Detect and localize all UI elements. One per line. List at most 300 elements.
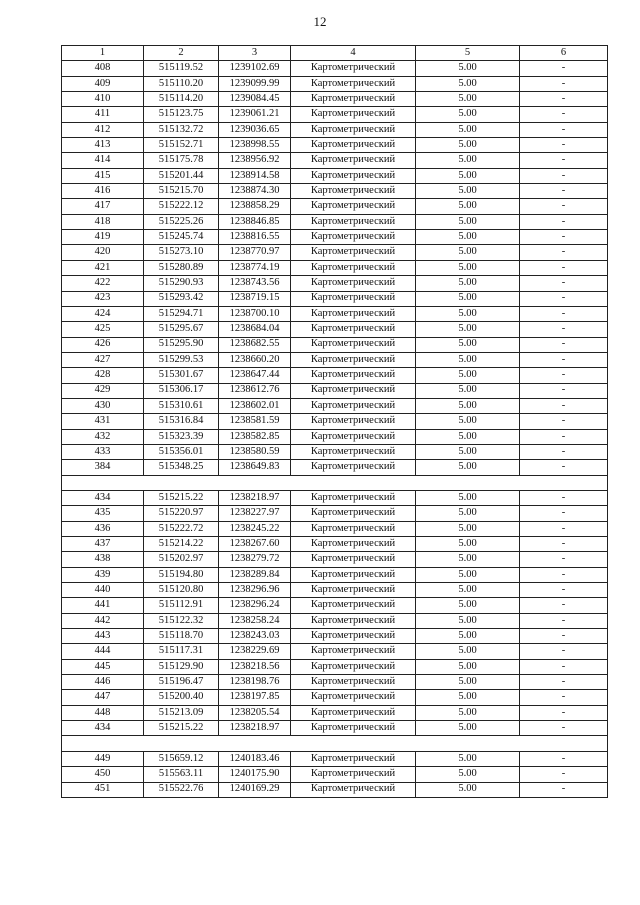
point-number-cell: 412 — [62, 122, 144, 137]
accuracy-cell: 5.00 — [416, 153, 520, 168]
accuracy-cell: 5.00 — [416, 138, 520, 153]
table-row — [62, 521, 608, 536]
x-coordinate-cell: 515118.70 — [144, 629, 219, 644]
accuracy-cell: 5.00 — [416, 306, 520, 321]
x-coordinate-cell: 515120.80 — [144, 583, 219, 598]
accuracy-cell: 5.00 — [416, 322, 520, 337]
x-coordinate-cell: 515202.97 — [144, 552, 219, 567]
x-coordinate-cell: 515522.76 — [144, 782, 219, 797]
table-row — [62, 506, 608, 521]
y-coordinate-cell: 1238647.44 — [219, 368, 291, 383]
point-number-cell: 414 — [62, 153, 144, 168]
description-cell: - — [520, 414, 608, 429]
description-cell: - — [520, 721, 608, 736]
description-cell: - — [520, 260, 608, 275]
table-row — [62, 214, 608, 229]
point-number-cell: 411 — [62, 107, 144, 122]
accuracy-cell: 5.00 — [416, 506, 520, 521]
x-coordinate-cell: 515310.61 — [144, 398, 219, 413]
x-coordinate-cell: 515225.26 — [144, 214, 219, 229]
point-number-cell: 447 — [62, 690, 144, 705]
table-row — [62, 61, 608, 76]
point-number-cell: 440 — [62, 583, 144, 598]
table-row — [62, 659, 608, 674]
description-cell: - — [520, 107, 608, 122]
x-coordinate-cell: 515114.20 — [144, 92, 219, 107]
method-cell: Картометрический — [291, 352, 416, 367]
table-row — [62, 629, 608, 644]
table-row — [62, 644, 608, 659]
description-cell: - — [520, 322, 608, 337]
method-cell: Картометрический — [291, 276, 416, 291]
x-coordinate-cell: 515201.44 — [144, 168, 219, 183]
table-row — [62, 168, 608, 183]
method-cell: Картометрический — [291, 675, 416, 690]
accuracy-cell: 5.00 — [416, 552, 520, 567]
method-cell: Картометрический — [291, 782, 416, 797]
point-number-cell: 409 — [62, 76, 144, 91]
method-cell: Картометрический — [291, 659, 416, 674]
table-row — [62, 537, 608, 552]
point-number-cell: 424 — [62, 306, 144, 321]
y-coordinate-cell: 1238774.19 — [219, 260, 291, 275]
point-number-cell: 427 — [62, 352, 144, 367]
method-cell: Картометрический — [291, 583, 416, 598]
accuracy-cell: 5.00 — [416, 107, 520, 122]
y-coordinate-cell: 1238267.60 — [219, 537, 291, 552]
y-coordinate-cell: 1239099.99 — [219, 76, 291, 91]
accuracy-cell: 5.00 — [416, 214, 520, 229]
accuracy-cell: 5.00 — [416, 383, 520, 398]
accuracy-cell: 5.00 — [416, 230, 520, 245]
accuracy-cell: 5.00 — [416, 168, 520, 183]
point-number-cell: 419 — [62, 230, 144, 245]
y-coordinate-cell: 1238279.72 — [219, 552, 291, 567]
y-coordinate-cell: 1239084.45 — [219, 92, 291, 107]
y-coordinate-cell: 1238816.55 — [219, 230, 291, 245]
point-number-cell: 423 — [62, 291, 144, 306]
point-number-cell: 413 — [62, 138, 144, 153]
description-cell: - — [520, 460, 608, 475]
x-coordinate-cell: 515280.89 — [144, 260, 219, 275]
y-coordinate-cell: 1238858.29 — [219, 199, 291, 214]
column-header: 2 — [144, 46, 219, 61]
x-coordinate-cell: 515294.71 — [144, 306, 219, 321]
x-coordinate-cell: 515323.39 — [144, 429, 219, 444]
method-cell: Картометрический — [291, 153, 416, 168]
point-number-cell: 435 — [62, 506, 144, 521]
accuracy-cell: 5.00 — [416, 613, 520, 628]
table-row — [62, 721, 608, 736]
table-row — [62, 383, 608, 398]
x-coordinate-cell: 515110.20 — [144, 76, 219, 91]
method-cell: Картометрический — [291, 598, 416, 613]
accuracy-cell: 5.00 — [416, 276, 520, 291]
point-number-cell: 438 — [62, 552, 144, 567]
method-cell: Картометрический — [291, 644, 416, 659]
point-number-cell: 434 — [62, 490, 144, 505]
y-coordinate-cell: 1238770.97 — [219, 245, 291, 260]
description-cell: - — [520, 199, 608, 214]
column-header: 3 — [219, 46, 291, 61]
x-coordinate-cell: 515659.12 — [144, 751, 219, 766]
accuracy-cell: 5.00 — [416, 245, 520, 260]
x-coordinate-cell: 515348.25 — [144, 460, 219, 475]
y-coordinate-cell: 1238874.30 — [219, 184, 291, 199]
accuracy-cell: 5.00 — [416, 675, 520, 690]
description-cell: - — [520, 782, 608, 797]
accuracy-cell: 5.00 — [416, 337, 520, 352]
description-cell: - — [520, 398, 608, 413]
x-coordinate-cell: 515563.11 — [144, 767, 219, 782]
y-coordinate-cell: 1238229.69 — [219, 644, 291, 659]
y-coordinate-cell: 1238227.97 — [219, 506, 291, 521]
table-row — [62, 675, 608, 690]
coordinates-table — [61, 45, 608, 798]
y-coordinate-cell: 1238914.58 — [219, 168, 291, 183]
description-cell: - — [520, 245, 608, 260]
table-row — [62, 260, 608, 275]
x-coordinate-cell: 515295.90 — [144, 337, 219, 352]
accuracy-cell: 5.00 — [416, 537, 520, 552]
method-cell: Картометрический — [291, 230, 416, 245]
description-cell: - — [520, 61, 608, 76]
accuracy-cell: 5.00 — [416, 751, 520, 766]
description-cell: - — [520, 230, 608, 245]
accuracy-cell: 5.00 — [416, 782, 520, 797]
point-number-cell: 441 — [62, 598, 144, 613]
method-cell: Картометрический — [291, 567, 416, 582]
x-coordinate-cell: 515132.72 — [144, 122, 219, 137]
table-row — [62, 322, 608, 337]
table-row — [62, 398, 608, 413]
table-header — [62, 46, 608, 61]
table-row — [62, 444, 608, 459]
y-coordinate-cell: 1238684.04 — [219, 322, 291, 337]
point-number-cell: 384 — [62, 460, 144, 475]
method-cell: Картометрический — [291, 721, 416, 736]
method-cell: Картометрический — [291, 306, 416, 321]
method-cell: Картометрический — [291, 260, 416, 275]
description-cell: - — [520, 598, 608, 613]
accuracy-cell: 5.00 — [416, 690, 520, 705]
table-row — [62, 690, 608, 705]
point-number-cell: 439 — [62, 567, 144, 582]
description-cell: - — [520, 168, 608, 183]
point-number-cell: 410 — [62, 92, 144, 107]
y-coordinate-cell: 1238612.76 — [219, 383, 291, 398]
description-cell: - — [520, 429, 608, 444]
separator-row — [62, 736, 608, 751]
y-coordinate-cell: 1238197.85 — [219, 690, 291, 705]
accuracy-cell: 5.00 — [416, 291, 520, 306]
description-cell: - — [520, 352, 608, 367]
column-header: 4 — [291, 46, 416, 61]
description-cell: - — [520, 444, 608, 459]
x-coordinate-cell: 515117.31 — [144, 644, 219, 659]
separator-cell — [62, 736, 608, 751]
method-cell: Картометрический — [291, 490, 416, 505]
accuracy-cell: 5.00 — [416, 567, 520, 582]
table-row — [62, 199, 608, 214]
point-number-cell: 418 — [62, 214, 144, 229]
description-cell: - — [520, 122, 608, 137]
point-number-cell: 425 — [62, 322, 144, 337]
y-coordinate-cell: 1238580.59 — [219, 444, 291, 459]
method-cell: Картометрический — [291, 506, 416, 521]
point-number-cell: 428 — [62, 368, 144, 383]
table-row — [62, 245, 608, 260]
point-number-cell: 434 — [62, 721, 144, 736]
point-number-cell: 420 — [62, 245, 144, 260]
table-row — [62, 153, 608, 168]
y-coordinate-cell: 1238660.20 — [219, 352, 291, 367]
method-cell: Картометрический — [291, 613, 416, 628]
table-row — [62, 598, 608, 613]
table-row — [62, 107, 608, 122]
point-number-cell: 432 — [62, 429, 144, 444]
accuracy-cell: 5.00 — [416, 490, 520, 505]
table-row — [62, 782, 608, 797]
method-cell: Картометрический — [291, 337, 416, 352]
method-cell: Картометрический — [291, 383, 416, 398]
accuracy-cell: 5.00 — [416, 644, 520, 659]
y-coordinate-cell: 1239036.65 — [219, 122, 291, 137]
method-cell: Картометрический — [291, 429, 416, 444]
table-row — [62, 429, 608, 444]
accuracy-cell: 5.00 — [416, 260, 520, 275]
y-coordinate-cell: 1238218.56 — [219, 659, 291, 674]
point-number-cell: 448 — [62, 705, 144, 720]
description-cell: - — [520, 153, 608, 168]
accuracy-cell: 5.00 — [416, 521, 520, 536]
method-cell: Картометрический — [291, 184, 416, 199]
description-cell: - — [520, 306, 608, 321]
x-coordinate-cell: 515293.42 — [144, 291, 219, 306]
description-cell: - — [520, 705, 608, 720]
table-row — [62, 122, 608, 137]
table-row — [62, 306, 608, 321]
y-coordinate-cell: 1238205.54 — [219, 705, 291, 720]
point-number-cell: 433 — [62, 444, 144, 459]
y-coordinate-cell: 1238296.24 — [219, 598, 291, 613]
point-number-cell: 422 — [62, 276, 144, 291]
x-coordinate-cell: 515214.22 — [144, 537, 219, 552]
table-row — [62, 352, 608, 367]
point-number-cell: 451 — [62, 782, 144, 797]
header-row — [62, 46, 608, 61]
point-number-cell: 421 — [62, 260, 144, 275]
method-cell: Картометрический — [291, 521, 416, 536]
point-number-cell: 415 — [62, 168, 144, 183]
point-number-cell: 436 — [62, 521, 144, 536]
table-row — [62, 552, 608, 567]
accuracy-cell: 5.00 — [416, 659, 520, 674]
x-coordinate-cell: 515316.84 — [144, 414, 219, 429]
point-number-cell: 444 — [62, 644, 144, 659]
y-coordinate-cell: 1238649.83 — [219, 460, 291, 475]
x-coordinate-cell: 515175.78 — [144, 153, 219, 168]
point-number-cell: 408 — [62, 61, 144, 76]
description-cell: - — [520, 751, 608, 766]
accuracy-cell: 5.00 — [416, 92, 520, 107]
table-row — [62, 767, 608, 782]
table-row — [62, 567, 608, 582]
table-row — [62, 368, 608, 383]
table-row — [62, 230, 608, 245]
method-cell: Картометрический — [291, 322, 416, 337]
method-cell: Картометрический — [291, 444, 416, 459]
separator-cell — [62, 475, 608, 490]
description-cell: - — [520, 276, 608, 291]
x-coordinate-cell: 515222.12 — [144, 199, 219, 214]
column-header: 1 — [62, 46, 144, 61]
description-cell: - — [520, 659, 608, 674]
accuracy-cell: 5.00 — [416, 414, 520, 429]
column-header: 5 — [416, 46, 520, 61]
accuracy-cell: 5.00 — [416, 598, 520, 613]
x-coordinate-cell: 515356.01 — [144, 444, 219, 459]
point-number-cell: 449 — [62, 751, 144, 766]
description-cell: - — [520, 521, 608, 536]
y-coordinate-cell: 1238218.97 — [219, 721, 291, 736]
description-cell: - — [520, 76, 608, 91]
table-row — [62, 490, 608, 505]
table-row — [62, 337, 608, 352]
accuracy-cell: 5.00 — [416, 199, 520, 214]
method-cell: Картометрический — [291, 245, 416, 260]
x-coordinate-cell: 515194.80 — [144, 567, 219, 582]
method-cell: Картометрический — [291, 460, 416, 475]
y-coordinate-cell: 1238245.22 — [219, 521, 291, 536]
x-coordinate-cell: 515152.71 — [144, 138, 219, 153]
y-coordinate-cell: 1238956.92 — [219, 153, 291, 168]
point-number-cell: 426 — [62, 337, 144, 352]
method-cell: Картометрический — [291, 368, 416, 383]
y-coordinate-cell: 1239061.21 — [219, 107, 291, 122]
method-cell: Картометрический — [291, 138, 416, 153]
y-coordinate-cell: 1238581.59 — [219, 414, 291, 429]
description-cell: - — [520, 690, 608, 705]
page-number: 12 — [313, 14, 327, 29]
table-row — [62, 276, 608, 291]
x-coordinate-cell: 515112.91 — [144, 598, 219, 613]
table-row — [62, 705, 608, 720]
y-coordinate-cell: 1238700.10 — [219, 306, 291, 321]
x-coordinate-cell: 515295.67 — [144, 322, 219, 337]
x-coordinate-cell: 515299.53 — [144, 352, 219, 367]
accuracy-cell: 5.00 — [416, 583, 520, 598]
table-row — [62, 460, 608, 475]
method-cell: Картометрический — [291, 214, 416, 229]
description-cell: - — [520, 506, 608, 521]
description-cell: - — [520, 537, 608, 552]
x-coordinate-cell: 515220.97 — [144, 506, 219, 521]
table-row — [62, 138, 608, 153]
method-cell: Картометрический — [291, 537, 416, 552]
description-cell: - — [520, 629, 608, 644]
description-cell: - — [520, 368, 608, 383]
x-coordinate-cell: 515273.10 — [144, 245, 219, 260]
column-header: 6 — [520, 46, 608, 61]
y-coordinate-cell: 1238743.56 — [219, 276, 291, 291]
table-row — [62, 751, 608, 766]
table-row — [62, 291, 608, 306]
x-coordinate-cell: 515215.22 — [144, 490, 219, 505]
method-cell: Картометрический — [291, 168, 416, 183]
method-cell: Картометрический — [291, 751, 416, 766]
description-cell: - — [520, 675, 608, 690]
method-cell: Картометрический — [291, 122, 416, 137]
description-cell: - — [520, 613, 608, 628]
method-cell: Картометрический — [291, 107, 416, 122]
point-number-cell: 450 — [62, 767, 144, 782]
point-number-cell: 430 — [62, 398, 144, 413]
accuracy-cell: 5.00 — [416, 184, 520, 199]
table-row — [62, 583, 608, 598]
point-number-cell: 417 — [62, 199, 144, 214]
y-coordinate-cell: 1238682.55 — [219, 337, 291, 352]
point-number-cell: 416 — [62, 184, 144, 199]
table-row — [62, 76, 608, 91]
method-cell: Картометрический — [291, 199, 416, 214]
y-coordinate-cell: 1238846.85 — [219, 214, 291, 229]
x-coordinate-cell: 515301.67 — [144, 368, 219, 383]
method-cell: Картометрический — [291, 92, 416, 107]
description-cell: - — [520, 767, 608, 782]
x-coordinate-cell: 515245.74 — [144, 230, 219, 245]
y-coordinate-cell: 1238258.24 — [219, 613, 291, 628]
accuracy-cell: 5.00 — [416, 352, 520, 367]
x-coordinate-cell: 515213.09 — [144, 705, 219, 720]
point-number-cell: 446 — [62, 675, 144, 690]
y-coordinate-cell: 1240183.46 — [219, 751, 291, 766]
description-cell: - — [520, 552, 608, 567]
accuracy-cell: 5.00 — [416, 122, 520, 137]
y-coordinate-cell: 1240169.29 — [219, 782, 291, 797]
point-number-cell: 429 — [62, 383, 144, 398]
accuracy-cell: 5.00 — [416, 460, 520, 475]
point-number-cell: 445 — [62, 659, 144, 674]
x-coordinate-cell: 515129.90 — [144, 659, 219, 674]
description-cell: - — [520, 291, 608, 306]
x-coordinate-cell: 515123.75 — [144, 107, 219, 122]
x-coordinate-cell: 515215.70 — [144, 184, 219, 199]
y-coordinate-cell: 1239102.69 — [219, 61, 291, 76]
y-coordinate-cell: 1238198.76 — [219, 675, 291, 690]
description-cell: - — [520, 92, 608, 107]
description-cell: - — [520, 184, 608, 199]
accuracy-cell: 5.00 — [416, 61, 520, 76]
accuracy-cell: 5.00 — [416, 368, 520, 383]
y-coordinate-cell: 1238719.15 — [219, 291, 291, 306]
table-row — [62, 184, 608, 199]
y-coordinate-cell: 1240175.90 — [219, 767, 291, 782]
y-coordinate-cell: 1238582.85 — [219, 429, 291, 444]
accuracy-cell: 5.00 — [416, 398, 520, 413]
y-coordinate-cell: 1238602.01 — [219, 398, 291, 413]
description-cell: - — [520, 490, 608, 505]
method-cell: Картометрический — [291, 61, 416, 76]
y-coordinate-cell: 1238243.03 — [219, 629, 291, 644]
description-cell: - — [520, 214, 608, 229]
x-coordinate-cell: 515215.22 — [144, 721, 219, 736]
y-coordinate-cell: 1238998.55 — [219, 138, 291, 153]
x-coordinate-cell: 515306.17 — [144, 383, 219, 398]
point-number-cell: 442 — [62, 613, 144, 628]
y-coordinate-cell: 1238289.84 — [219, 567, 291, 582]
accuracy-cell: 5.00 — [416, 705, 520, 720]
